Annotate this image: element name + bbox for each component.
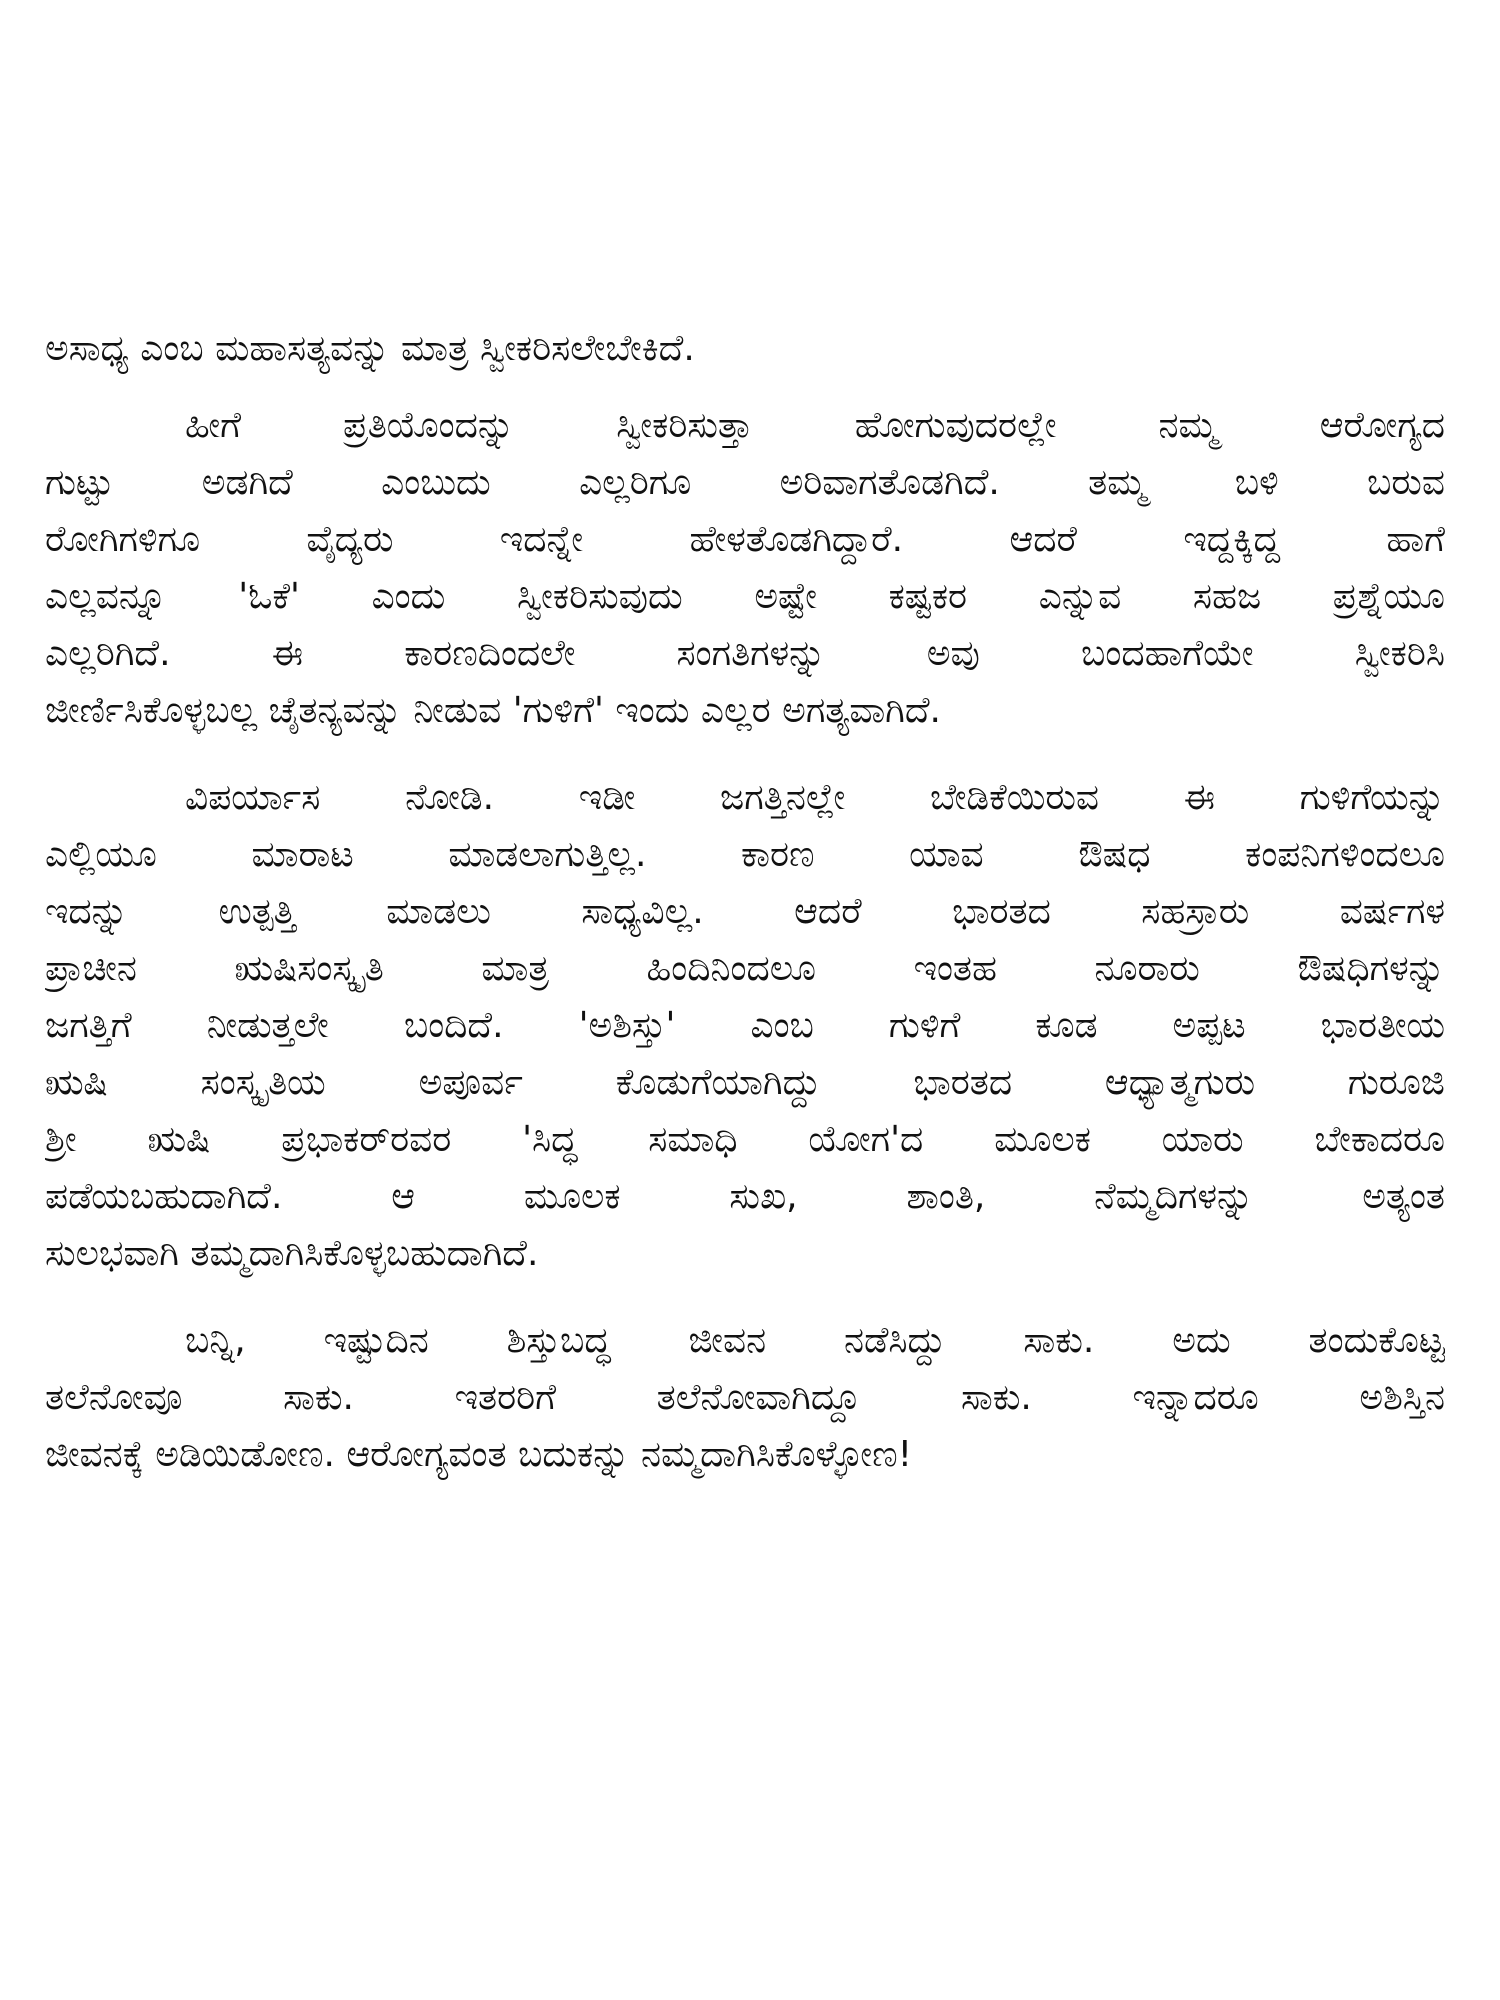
text-line: ಪ್ರಾಚೀನ ಋಷಿಸಂಸ್ಕೃತಿ ಮಾತ್ರ ಹಿಂದಿನಿಂದಲೂ ಇಂತಹ ನೂರಾರು ಔಷಧಿಗಳನ್ನು [45, 948, 1445, 989]
text-line: ತಲೆನೋವೂ ಸಾಕು. ಇತರರಿಗೆ ತಲೆನೋವಾಗಿದ್ದೂ ಸಾಕು. ಇನ್ನಾದರೂ ಅಶಿಸ್ತಿನ [45, 1377, 1445, 1418]
text-line: ಗುಟ್ಟು ಅಡಗಿದೆ ಎಂಬುದು ಎಲ್ಲರಿಗೂ ಅರಿವಾಗತೊಡಗಿದೆ. ತಮ್ಮ ಬಳಿ ಬರುವ [45, 462, 1445, 503]
text-line: ವಿಪರ್ಯಾಸ ನೋಡಿ. ಇಡೀ ಜಗತ್ತಿನಲ್ಲೇ ಬೇಡಿಕೆಯಿರುವ ಈ ಗುಳಿಗೆಯನ್ನು [185, 777, 1445, 818]
paragraph-2 [45, 397, 1445, 739]
text-line: ಪಡೆಯಬಹುದಾಗಿದೆ. ಆ ಮೂಲಕ ಸುಖ, ಶಾಂತಿ, ನೆಮ್ಮದಿಗಳನ್ನು ಅತ್ಯಂತ [45, 1176, 1445, 1217]
text-line: ಜಗತ್ತಿಗೆ ನೀಡುತ್ತಲೇ ಬಂದಿದೆ. 'ಅಶಿಸ್ತು' ಎಂಬ ಗುಳಿಗೆ ಕೂಡ ಅಪ್ಪಟ ಭಾರತೀಯ [45, 1005, 1445, 1046]
text-line: ಋಷಿ ಸಂಸ್ಕೃತಿಯ ಅಪೂರ್ವ ಕೊಡುಗೆಯಾಗಿದ್ದು ಭಾರತದ ಆಧ್ಯಾತ್ಮಗುರು ಗುರೂಜಿ [45, 1062, 1445, 1103]
document-page [45, 320, 1445, 1513]
text-line: ರೋಗಿಗಳಿಗೂ ವೈದ್ಯರು ಇದನ್ನೇ ಹೇಳತೊಡಗಿದ್ದಾರೆ. ಆದರೆ ಇದ್ದಕ್ಕಿದ್ದ ಹಾಗೆ [45, 519, 1445, 560]
text-line: ಸುಲಭವಾಗಿ ತಮ್ಮದಾಗಿಸಿಕೊಳ್ಳಬಹುದಾಗಿದೆ. [45, 1233, 539, 1274]
text-line: ಎಲ್ಲವನ್ನೂ 'ಓಕೆ' ಎಂದು ಸ್ವೀಕರಿಸುವುದು ಅಷ್ಟೇ ಕಷ್ಟಕರ ಎನ್ನುವ ಸಹಜ ಪ್ರಶ್ನೆಯೂ [45, 576, 1445, 617]
text-line: ಬನ್ನಿ, ಇಷ್ಟುದಿನ ಶಿಸ್ತುಬದ್ಧ ಜೀವನ ನಡೆಸಿದ್ದು ಸಾಕು. ಅದು ತಂದುಕೊಟ್ಟ [185, 1320, 1445, 1361]
paragraph-3 [45, 769, 1445, 1282]
paragraph-4 [45, 1312, 1445, 1483]
text-line: ಅಸಾಧ್ಯ ಎಂಬ ಮಹಾಸತ್ಯವನ್ನು ಮಾತ್ರ ಸ್ವೀಕರಿಸಲೇಬೇಕಿದೆ. [45, 328, 695, 369]
text-line: ಹೀಗೆ ಪ್ರತಿಯೊಂದನ್ನು ಸ್ವೀಕರಿಸುತ್ತಾ ಹೋಗುವುದರಲ್ಲೇ ನಮ್ಮ ಆರೋಗ್ಯದ [185, 405, 1445, 446]
paragraph-1 [45, 320, 1445, 377]
text-line: ಎಲ್ಲಿಯೂ ಮಾರಾಟ ಮಾಡಲಾಗುತ್ತಿಲ್ಲ. ಕಾರಣ ಯಾವ ಔಷಧ ಕಂಪನಿಗಳಿಂದಲೂ [45, 834, 1445, 875]
text-line: ಶ್ರೀ ಋಷಿ ಪ್ರಭಾಕರ್‌ರವರ 'ಸಿದ್ಧ ಸಮಾಧಿ ಯೋಗ'ದ ಮೂಲಕ ಯಾರು ಬೇಕಾದರೂ [45, 1119, 1445, 1160]
text-line: ಜೀರ್ಣಿಸಿಕೊಳ್ಳಬಲ್ಲ ಚೈತನ್ಯವನ್ನು ನೀಡುವ 'ಗುಳಿಗೆ' ಇಂದು ಎಲ್ಲರ ಅಗತ್ಯವಾಗಿದೆ. [45, 690, 942, 731]
text-line: ಇದನ್ನು ಉತ್ಪತ್ತಿ ಮಾಡಲು ಸಾಧ್ಯವಿಲ್ಲ. ಆದರೆ ಭಾರತದ ಸಹಸ್ರಾರು ವರ್ಷಗಳ [45, 891, 1445, 932]
text-line: ಜೀವನಕ್ಕೆ ಅಡಿಯಿಡೋಣ. ಆರೋಗ್ಯವಂತ ಬದುಕನ್ನು ನಮ್ಮದಾಗಿಸಿಕೊಳ್ಳೋಣ! [45, 1434, 913, 1475]
text-line: ಎಲ್ಲರಿಗಿದೆ. ಈ ಕಾರಣದಿಂದಲೇ ಸಂಗತಿಗಳನ್ನು ಅವು ಬಂದಹಾಗೆಯೇ ಸ್ವೀಕರಿಸಿ [45, 633, 1445, 674]
